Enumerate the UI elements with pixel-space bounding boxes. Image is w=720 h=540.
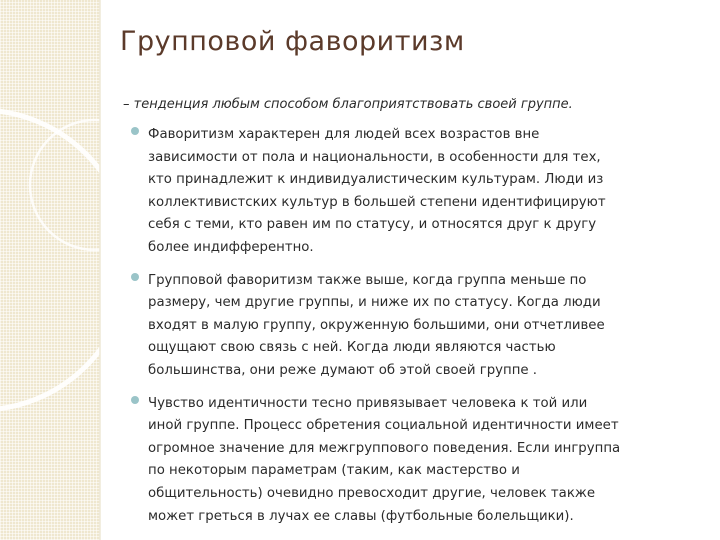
bullet-line: по некоторым параметрам (таким, как мастерство и [148,463,520,479]
bullet-item-3 [130,393,702,529]
bullet-line: иной группе. Процесс обретения социальной идентичности имеет [148,418,619,434]
bullet-dot-icon [131,396,139,404]
bullet-line: большинства, они реже думают об этой своей группе . [148,362,538,378]
bullet-text [148,124,702,260]
bullet-line: кто принадлежит к индивидуалистическим культурам. Люди из [148,172,604,188]
bullet-line: Фаворитизм характерен для людей всех возрастов вне [148,127,540,142]
bullet-line: может греться в лучах ее славы (футбольные болельщики). [148,508,574,524]
bullet-line: огромное значение для межгруппового поведения. Если ингруппа [148,440,621,456]
bullet-text [148,393,702,529]
bullet-line: входят в малую группу, окруженную большими, они отчетливее [148,317,605,333]
bullet-line: зависимости от пола и национальности, в особенности для тех, [148,149,601,165]
bullet-line: Групповой фаворитизм также выше, когда группа меньше по [148,272,587,288]
bullet-line: размеру, чем другие группы, и ниже их по статусу. Когда люди [148,295,601,311]
bullet-line: себя с теми, кто равен им по статусу, и относятся друг к другу [148,217,597,233]
bullet-dot-icon [131,127,139,135]
bullet-line: коллективистских культур в большей степени идентифицируют [148,194,606,210]
bullet-item-1 [130,124,702,260]
bullet-line: общительность) очевидно превосходит другие, человек также [148,485,596,501]
bullet-list [130,124,702,538]
slide-subtitle: – тенденция любым способом благоприятствовать своей группе. [123,97,573,112]
decor-circle-large [0,110,130,410]
bullet-dot-icon [131,273,139,281]
bullet-line: Чувство идентичности тесно привязывает человека к той или [148,395,588,411]
bullet-text [148,270,702,383]
bullet-line: ощущают свою связь с ней. Когда люди являются частью [148,340,556,356]
bullet-line: более индифферентно. [148,239,314,255]
slide-title: Групповой фаворитизм [120,26,465,57]
bullet-item-2 [130,270,702,383]
